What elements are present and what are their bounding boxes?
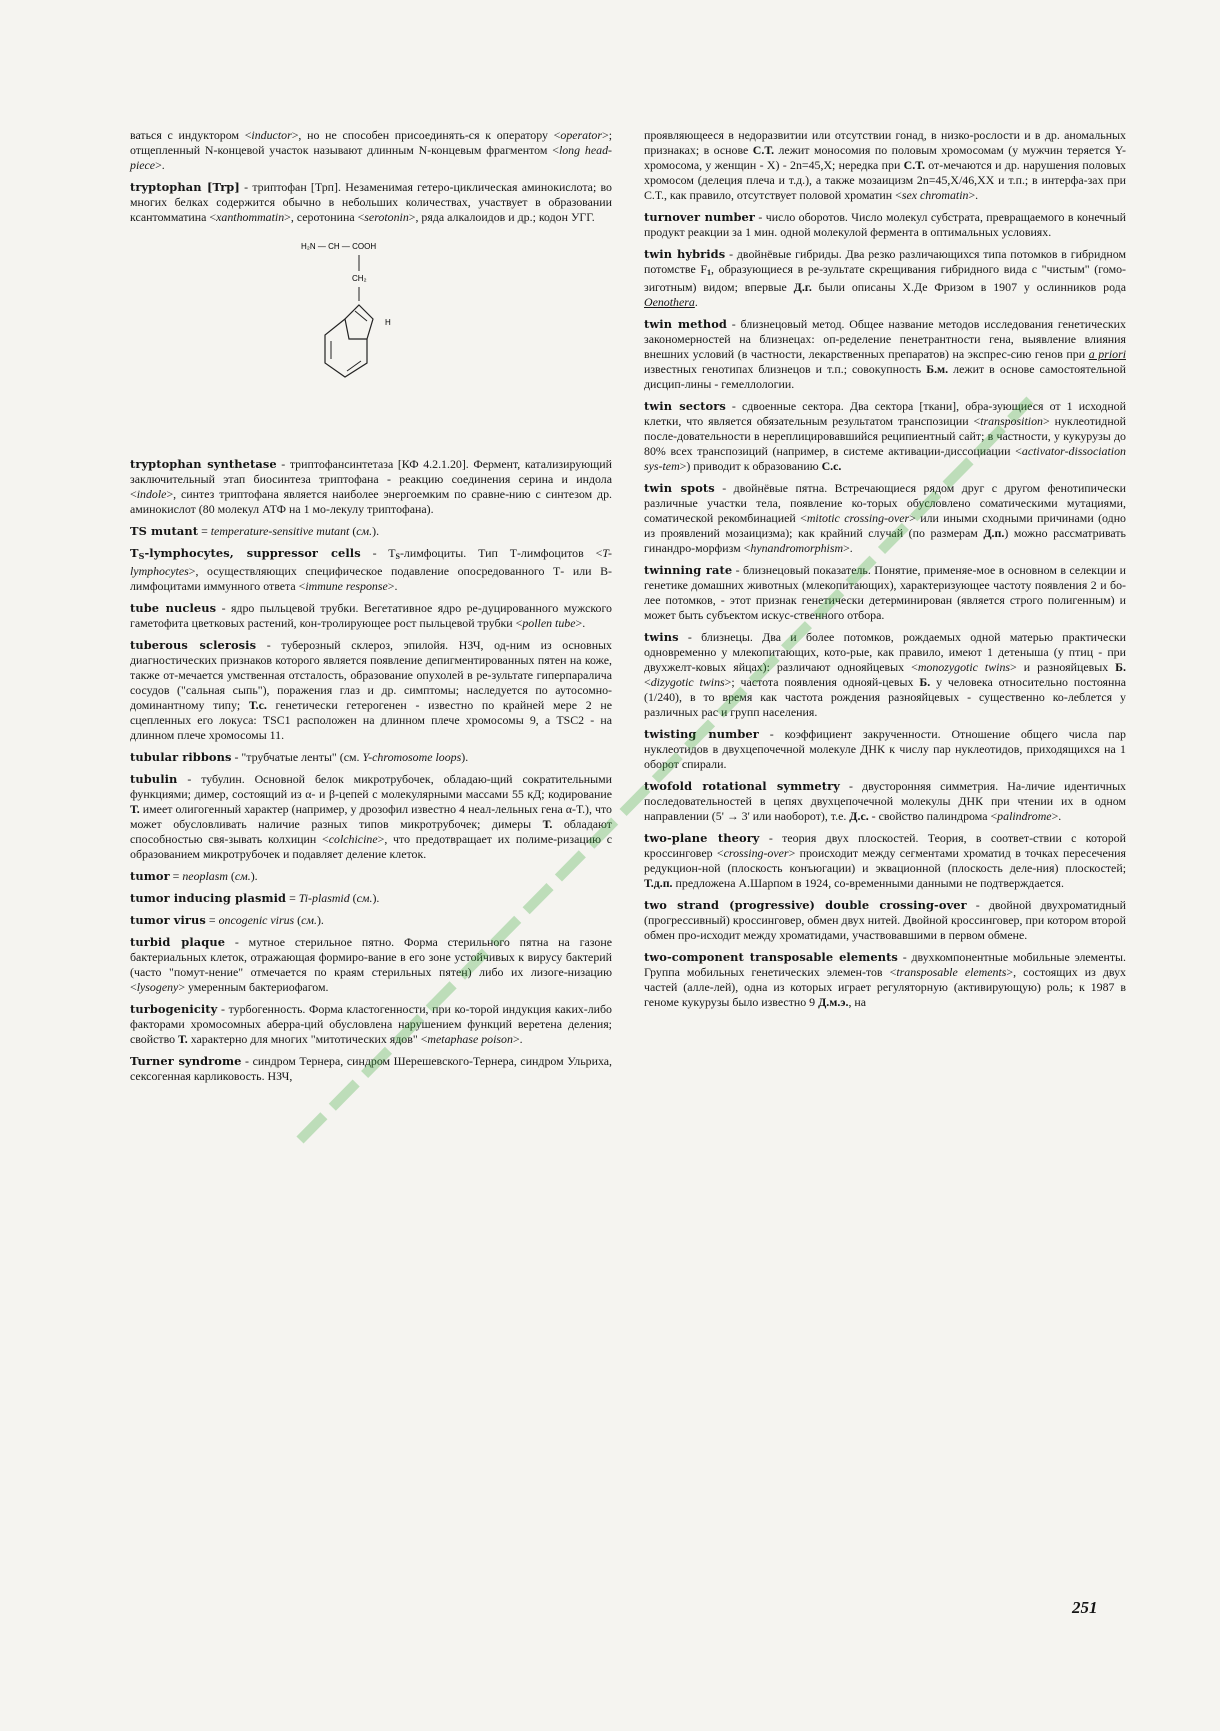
right-entry: twin spots - двойнёвые пятна. Встречающиеся рядом друг с другом фенотипически различные участки тела, появление ко-торых обусловлено соматическими мутациями, соматической рекомбинацией <mitotic crossing-over> или иными сходными причинами (одно из проявлений мозаицизма); как крайний случай (по размерам Д.п.) можно рассматривать гинандро-морфизм <hynandromorphism>.: [644, 481, 1126, 555]
headword: tube nucleus: [130, 601, 217, 615]
tryptophan-structure: [130, 235, 612, 445]
left-entry: $T_S$-lymphocytes, suppressor cells - $T_S$-лимфоциты. Тип Т-лимфоцитов <T-lymphocytes>, осуществляющих специфическое подавление опосредованного Т- или В-лимфоцитами иммунного ответа <immune response>.: [130, 546, 612, 593]
headword: twins: [644, 630, 679, 644]
left-entry: Turner syndrome - синдром Тернера, синдром Шерешевского-Тернера, синдром Ульриха, сексогенная карликовость. НЗЧ,: [130, 1054, 612, 1083]
right-entry: twisting number - коэффициент закрученности. Отношение общего числа пар нуклеотидов в двухцепочечной молекуле ДНК к числу пар нуклеотидов, приходящихся на 1 оборот спирали.: [644, 727, 1127, 771]
formula-top-label: H₂N — CH — COOH: [301, 242, 377, 251]
headword: tumor: [130, 869, 170, 883]
left-entry: tuberous sclerosis - туберозный склероз, эпилойя. НЗЧ, од-ним из основных диагностических признаков которого является появление депигментированных пятен на коже, также от-мечается умственная отсталость, образование опухолей в ре-зультате гиперпаралича сосудов ("сальная сыпь"), поражения глаз и др. симптомы; наследуется по аутосомно-доминантному типу; Т.с. генетически гетерогенен - известно по крайней мере 2 не сцепленных его локуса: TSC1 расположен на длинном плече хромосомы 9, а TSC2 - на длинном плече хромосомы 11.: [130, 638, 612, 742]
right-entry: twin method - близнецовый метод. Общее название методов исследования генетических закономерностей на близнецах: оп-ределение пенетрантности гена, выявление влияния внешних условий (в частности, лекарственных препаратов) на экспрес-сию генов при a priori известных генотипах близнецов и т.п.; совокупность Б.м. лежит в основе самостоятельной дисцип-лины - гемеллологии.: [644, 317, 1127, 391]
page-number: 251: [1072, 1598, 1098, 1617]
right-entry: проявляющееся в недоразвитии или отсутствии гонад, в низко-рослости и в др. аномальных признаках; в основе С.Т. лежит моносомия по половым хромосомам (у мужчин теряется Y-хромосома, у женщин - X) - 2n=45,X; нередка при С.Т. от-мечаются и др. нарушения половых хромосом (делеция плеча и т.д.), а также мозаицизм 2n=45,X/46,XX и т.п.; в интерфа-зах при С.Т., как правило, отсутствует половой хроматин <sex chromatin>.: [644, 128, 1127, 202]
right-entry: twins - близнецы. Два и более потомков, рождаемых одной матерью практически одновременно у млекопитающих, кото-рые, как правило, имеют 1 детеныша (у птиц - при двухжелт-ковых яйцах): различают однояйцевых <monozygotic twins> и разнояйцевых Б. <dizygotic twins>; частота появления однояй-цевых Б. у человека относительно постоянна (1/240), в то время как частота рождения разнояйцевых - существенно ко-леблется у различных рас и групп населения.: [644, 630, 1127, 719]
headword: twofold rotational symmetry: [644, 779, 840, 793]
right-entry: twofold rotational symmetry - двусторонняя симметрия. На-личие идентичных последовательностей в цепях двухцепочечной молекулы ДНК при чтении их в одном направлении (5' → 3' или наоборот), т.е. Д.с. - свойство палиндрома <palindrome>.: [644, 779, 1126, 823]
right-entry: twin hybrids - двойнёвые гибриды. Два резко различающихся типа потомков в гибридном потомстве $F_1$, образующиеся в ре-зультате скрещивания гибридного вида с "чистым" (гомо-зиготным) видом; впервые Д.г. были описаны Х.Де Фризом в 1907 у ослинников рода Oenothera.: [644, 247, 1126, 309]
left-entry: tubulin - тубулин. Основной белок микротрубочек, обладаю-щий сократительными функциями; димер, состоящий из α- и β-цепей с молекулярными массами 55 кД; кодирование Т. имеет олигогенный характер (например, у дрозофил известно 4 неал-лельных гена α-Т.), что может обусловливать наличие разных типов микротрубочек; димеры Т. обладают способностью свя-зывать колхицин <colchicine>, что предотвращает их полиме-ризацию с образованием микротрубочек и подавляет деление клеток.: [130, 772, 612, 861]
formula-nh-label: H: [385, 318, 391, 327]
headword: twin sectors: [644, 399, 726, 413]
left-entry: tubular ribbons - "трубчатые ленты" (см. Y-chromosome loops).: [130, 750, 469, 764]
headword: tubular ribbons: [130, 750, 232, 764]
headword: TS mutant: [130, 524, 199, 538]
formula-ch2-label: CH₂: [352, 274, 367, 283]
headword: turbogenicity: [130, 1002, 218, 1016]
headword: twin spots: [644, 481, 715, 495]
tryptophan-formula-drawing: [295, 235, 455, 435]
headword: Turner syndrome: [130, 1054, 242, 1068]
headword: twisting number: [644, 727, 759, 741]
left-entry: tube nucleus - ядро пыльцевой трубки. Вегетативное ядро ре-дуцированного мужского гаметофита цветковых растений, кон-тролирующее рост пыльцевой трубки <pollen tube>.: [130, 601, 612, 630]
headword: two strand (progressive) double crossing-over: [644, 898, 967, 912]
left-entry: tryptophan [Trp] - триптофан [Трп]. Незаменимая гетеро-циклическая аминокислота; во многих белках содержится обычно в небольших количествах, участвует в образовании ксантомматина <xanthommatin>, серотонина <serotonin>, ряда алкалоидов и др.; кодон УГГ.: [130, 180, 612, 224]
headword: turnover number: [644, 210, 756, 224]
right-entry: two-component transposable elements - двухкомпонентные мобильные элементы. Группа мобильных генетических элемен-тов <transposable elements>, состоящих из двух частей (алле-лей), одна из которых играет регуляторную (активирующую) роль; к 1987 в геноме кукурузы было известно 9 Д.м.э., на: [644, 950, 1126, 1009]
right-entry: twin sectors - сдвоенные сектора. Два сектора [ткани], обра-зующиеся от 1 исходной клетки, что является обязательным результатом транспозиции <transposition> нуклеотидной после-довательности в нереплицировавшийся реципиентный сайт; в частности, у кукурузы до 80% всех транспозиций (например, в системе активации-диссоциации <activator-dissociation sys-tem>) приводит к образованию С.с.: [644, 399, 1126, 473]
right-entry: twinning rate - близнецовый показатель. Понятие, применяе-мое в основном в селекции и генетике домашних животных (млекопитающих), характеризующее частоту появления 2 и бо-лее потомков, - этот признак генетически детерминирован (является строго полигенным) и может быть субъектом искус-ственного отбора.: [644, 563, 1126, 622]
left-entry: turbogenicity - турбогенность. Форма кластогенности, при ко-торой индукция каких-либо факторами хромосомных аберра-ций обусловлена нарушением функций веретена деления; свойство Т. характерно для многих "митотических ядов" <metaphase poison>.: [130, 1002, 612, 1046]
left-entry: turbid plaque - мутное стерильное пятно. Форма стерильного пятна на газоне бактериальных клеток, отражающая формиро-вание в его зоне устойчивых к вирусу бактерий (часто "помут-нение" отмечается по краям стерильных пятен) либо их лизоге-низацию <lysogeny> умеренным бактериофагом.: [130, 935, 612, 994]
headword: tryptophan synthetase: [130, 457, 277, 471]
headword: twin method: [644, 317, 727, 331]
headword: twin hybrids: [644, 247, 726, 261]
headword: two-plane theory: [644, 831, 760, 845]
right-column: [644, 128, 1126, 1017]
headword: tryptophan [Trp]: [130, 180, 240, 194]
left-entry: tryptophan synthetase - триптофансинтетаза [КФ 4.2.1.20]. Фермент, катализирующий заключительный этап биосинтеза триптофана - реакцию соединения серина и индола <indole>, синтез триптофана является наиболее энергоемким по сравне-нию с синтезом др. аминокислот (80 молекул АТФ на 1 мо-лекулу триптофана).: [130, 457, 612, 516]
headword: tubulin: [130, 772, 178, 786]
left-entry: TS mutant = temperature-sensitive mutant (см.).: [130, 524, 380, 538]
headword: turbid plaque: [130, 935, 226, 949]
headword: tumor virus: [130, 913, 206, 927]
headword: $T_S$-lymphocytes, suppressor cells: [130, 546, 361, 561]
right-entry: two-plane theory - теория двух плоскостей. Теория, в соответ-ствии с которой кроссинговер <crossing-over> происходит между сегментами хроматид в точках пересечения редукцион-ной (плоскость конъюгации) и эквационной (плоскость деле-ния) плоскостей; Т.д.п. предложена А.Шарпом в 1924, со-временными данными не подтверждается.: [644, 831, 1127, 890]
left-column: [130, 128, 612, 1091]
headword: tumor inducing plasmid: [130, 891, 287, 905]
headword: tuberous sclerosis: [130, 638, 257, 652]
right-entry: two strand (progressive) double crossing-over - двойной двухроматидный (прогрессивный) кроссинговер, обмен двух нитей. Двойной кроссинговер, при котором второй обмен про-исходит между хроматидами, участвовавшими в первом обмене.: [644, 898, 1126, 942]
left-entry: tumor inducing plasmid = Ti-plasmid (см.).: [130, 891, 380, 905]
left-entry: ваться с индуктором <inductor>, но не способен присоединять-ся к оператору <operator>; отщепленный N-концевой участок называют длинным N-концевым фрагментом <long head-piece>.: [130, 128, 613, 172]
left-entry: tumor = neoplasm (см.).: [130, 869, 258, 883]
right-entry: turnover number - число оборотов. Число молекул субстрата, превращаемого в конечный продукт реакции за 1 мин. одной молекулой фермента в оптимальных условиях.: [644, 210, 1126, 239]
headword: two-component transposable elements: [644, 950, 898, 964]
left-entry: tumor virus = oncogenic virus (см.).: [130, 913, 324, 927]
headword: twinning rate: [644, 563, 733, 577]
